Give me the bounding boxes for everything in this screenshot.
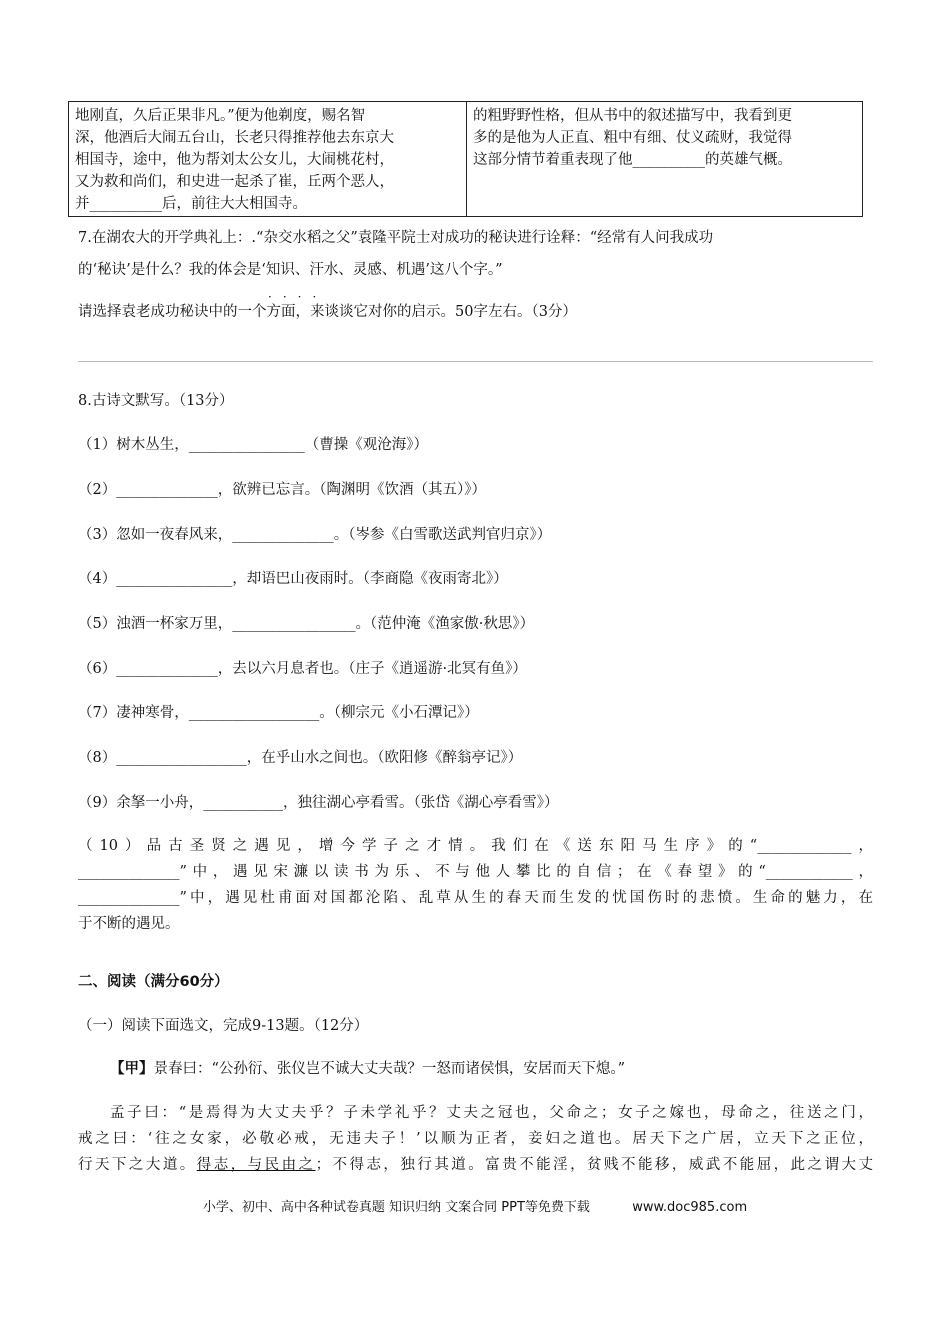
- footer: [0, 1196, 950, 1215]
- q8-item-3: （3）忽如一夜春风来，______________。（岑参《白雪歌送武判官归京》）: [78, 527, 552, 543]
- q7-line-2: 的‘秘诀’是什么？我的体会是‘知识、汗水、灵感、机遇’这八个字。”: [78, 262, 503, 278]
- answer-line: [78, 361, 873, 362]
- section-subheading: （一）阅读下面选文，完成9-13题。（12分）: [78, 1018, 369, 1034]
- passage-line: 戒之曰：‘往之女家，必敬必戒，无违夫子！’以顺为正者，妾妇之道也。居天下之广居，立天下之正位，: [78, 1131, 873, 1147]
- underlined-phrase: 得志，与民由之: [196, 1157, 316, 1173]
- passage-paragraph: [78, 1100, 873, 1178]
- passage-jia: [110, 1058, 625, 1080]
- q8-item-5: （5）浊酒一杯家万里，_________________。（范仲淹《渔家傲·秋思》）: [78, 616, 535, 632]
- passage-text: 行天下之大道。: [78, 1157, 197, 1173]
- table-left-line: 并__________后，前往大大相国寺。: [75, 196, 307, 212]
- q8-item-2: （2）______________，欲辨已忘言。（陶渊明《饮酒（其五）》）: [78, 482, 486, 498]
- q8-title: 8.古诗文默写。（13分）: [78, 393, 234, 409]
- reading-answer-table: [68, 101, 863, 217]
- footer-url[interactable]: www.doc985.com: [632, 1200, 748, 1215]
- q8-item-4: （4）________________，却语巴山夜雨时。（李商隐《夜雨寄北》）: [78, 571, 508, 587]
- q7-line-1: 7.在湖农大的开学典礼上：.“杂交水稻之父”袁隆平院士对成功的秘诀进行诠释：“经常有人问我成功: [78, 230, 714, 246]
- table-cell-right: [467, 102, 862, 216]
- passage-line: [78, 1152, 873, 1178]
- section-heading: 二、阅读（满分60分）: [78, 974, 229, 990]
- passage-jia-text: 景春曰：“公孙衍、张仪岂不诚大丈夫哉？一怒而诸侯惧，安居而天下熄。”: [153, 1061, 626, 1077]
- q8-item-1: （1）树木丛生，________________（曹操《观沧海》）: [78, 437, 428, 453]
- table-left-line: 相国寺，途中，他为帮刘太公女儿，大闹桃花村，: [75, 152, 394, 168]
- q8-item-10: [78, 833, 873, 937]
- q8-item-6: （6）______________，去以六月息者也。（庄子《逍遥游·北冥有鱼》）: [78, 661, 527, 677]
- table-left-line: 地刚直，久后正果非凡。”便为他剃度，赐名智: [75, 108, 366, 124]
- footer-text: 小学、初中、高中各种试卷真题 知识归纳 文案合同 PPT等免费下载: [202, 1200, 590, 1215]
- passage-line: 孟子曰：“是焉得为大丈夫乎？子未学礼乎？丈夫之冠也，父命之；女子之嫁也，母命之，往送之门，: [110, 1105, 873, 1121]
- q8-item-7: （7）凄神寒骨，__________________。（柳宗元《小石潭记》）: [78, 705, 479, 721]
- table-left-line: 深，他酒后大闹五台山，长老只得推荐他去东京大: [75, 130, 394, 146]
- q8-item-10-line: 于不断的遇见。: [78, 916, 180, 932]
- q8-item-10-line: （10）品古圣贤之遇见，增今学子之才情。我们在《送东阳马生序》的“_____________，: [78, 838, 873, 854]
- table-right-line: 这部分情节着重表现了他__________的英雄气概。: [473, 152, 792, 168]
- passage-jia-label: 【甲】: [110, 1061, 154, 1077]
- q8-item-8: （8）__________________，在乎山水之间也。（欧阳修《醉翁亭记》）: [78, 750, 523, 766]
- q8-item-9: （9）余拏一小舟，___________，独往湖心亭看雪。（张岱《湖心亭看雪》）: [78, 795, 559, 811]
- q7-line-3: 请选择袁老成功秘诀中的一个方面，来谈谈它对你的启示。50字左右。（3分）: [78, 304, 577, 320]
- passage-text: ；不得志，独行其道。富贵不能淫，贫贱不能移，威武不能屈，此之谓大丈: [315, 1157, 874, 1173]
- q8-item-10-line: ______________”中，遇见杜甫面对国都沦陷、乱草从生的春天而生发的忧国伤时的悲愤。生命的魅力，在: [78, 890, 873, 906]
- q8-item-10-line: ______________”中，遇见宋濂以读书为乐、不与他人攀比的自信；在《春望》的“____________，: [78, 864, 873, 880]
- table-right-line: 的粗野野性格，但从书中的叙述描写中，我看到更: [473, 108, 792, 124]
- table-left-line: 又为救和尚们，和史进一起杀了崔，丘两个恶人，: [75, 174, 394, 190]
- emphasis-dots: ····: [268, 290, 328, 304]
- table-cell-left: [69, 102, 467, 216]
- table-right-line: 多的是他为人正直、粗中有细、仗义疏财，我觉得: [473, 130, 792, 146]
